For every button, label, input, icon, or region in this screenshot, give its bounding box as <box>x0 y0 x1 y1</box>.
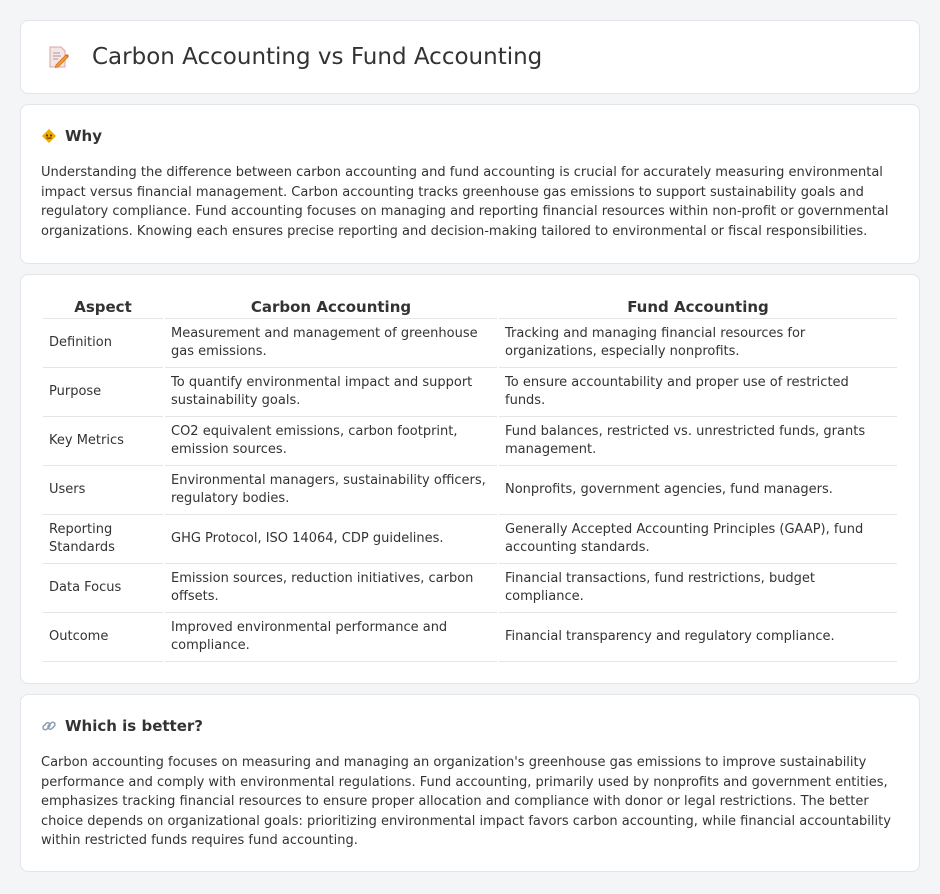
header-aspect: Aspect <box>43 295 163 319</box>
header-card <box>20 20 920 94</box>
table-row <box>43 564 897 613</box>
table-row <box>43 417 897 466</box>
which-section <box>20 694 920 872</box>
page-title: Carbon Accounting vs Fund Accounting <box>92 44 543 70</box>
fund-cell: Fund balances, restricted vs. unrestricted funds, grants management. <box>499 417 897 466</box>
header-carbon-accounting: Carbon Accounting <box>165 295 497 319</box>
fund-cell: Financial transactions, fund restrictions, budget compliance. <box>499 564 897 613</box>
which-heading-row <box>41 717 899 735</box>
carbon-cell: CO2 equivalent emissions, carbon footprint, emission sources. <box>165 417 497 466</box>
fund-cell: Generally Accepted Accounting Principles (GAAP), fund accounting standards. <box>499 515 897 564</box>
fund-cell: Financial transparency and regulatory compliance. <box>499 613 897 662</box>
carbon-cell: Measurement and management of greenhouse gas emissions. <box>165 319 497 368</box>
header-fund-accounting: Fund Accounting <box>499 295 897 319</box>
aspect-cell: Definition <box>43 319 163 368</box>
carbon-cell: To quantify environmental impact and support sustainability goals. <box>165 368 497 417</box>
aspect-cell: Users <box>43 466 163 515</box>
carbon-cell: GHG Protocol, ISO 14064, CDP guidelines. <box>165 515 497 564</box>
which-text: Carbon accounting focuses on measuring and managing an organization's greenhouse gas emissions to improve sustainability performance and comply with environmental regulations. Fund accounting, primarily used by nonprofits and government entities, emphasizes tracking financial resources to ensure proper allocation and compliance with donor or legal restrictions. The better choice depends on organizational goals: prioritizing environmental impact favors carbon accounting, while financial accountability within restricted funds requires fund accounting. <box>41 755 891 848</box>
link-icon <box>41 718 57 734</box>
which-heading: Which is better? <box>65 717 203 735</box>
why-heading-row <box>41 127 899 145</box>
aspect-cell: Data Focus <box>43 564 163 613</box>
fund-cell: Nonprofits, government agencies, fund managers. <box>499 466 897 515</box>
comparison-section <box>20 274 920 684</box>
table-header-row <box>43 295 897 319</box>
carbon-cell: Emission sources, reduction initiatives, carbon offsets. <box>165 564 497 613</box>
comparison-table <box>41 295 899 662</box>
fund-cell: Tracking and managing financial resources for organizations, especially nonprofits. <box>499 319 897 368</box>
fund-cell: To ensure accountability and proper use of restricted funds. <box>499 368 897 417</box>
aspect-cell: Purpose <box>43 368 163 417</box>
diamond-warning-icon <box>41 128 57 144</box>
aspect-cell: Key Metrics <box>43 417 163 466</box>
why-heading: Why <box>65 127 103 145</box>
memo-pencil-icon <box>46 45 70 69</box>
aspect-cell: Reporting Standards <box>43 515 163 564</box>
aspect-cell: Outcome <box>43 613 163 662</box>
table-row <box>43 466 897 515</box>
table-row <box>43 515 897 564</box>
table-row <box>43 613 897 662</box>
why-text: Understanding the difference between carbon accounting and fund accounting is crucial for accurately measuring environmental impact versus financial management. Carbon accounting tracks greenhouse gas emissions to support sustainability goals and regulatory compliance. Fund accounting focuses on managing and reporting financial resources within non-profit or governmental organizations. Knowing each ensures precise reporting and decision-making tailored to environmental or fiscal responsibilities. <box>41 165 889 239</box>
why-section <box>20 104 920 264</box>
carbon-cell: Environmental managers, sustainability officers, regulatory bodies. <box>165 466 497 515</box>
table-row <box>43 319 897 368</box>
carbon-cell: Improved environmental performance and compliance. <box>165 613 497 662</box>
table-row <box>43 368 897 417</box>
